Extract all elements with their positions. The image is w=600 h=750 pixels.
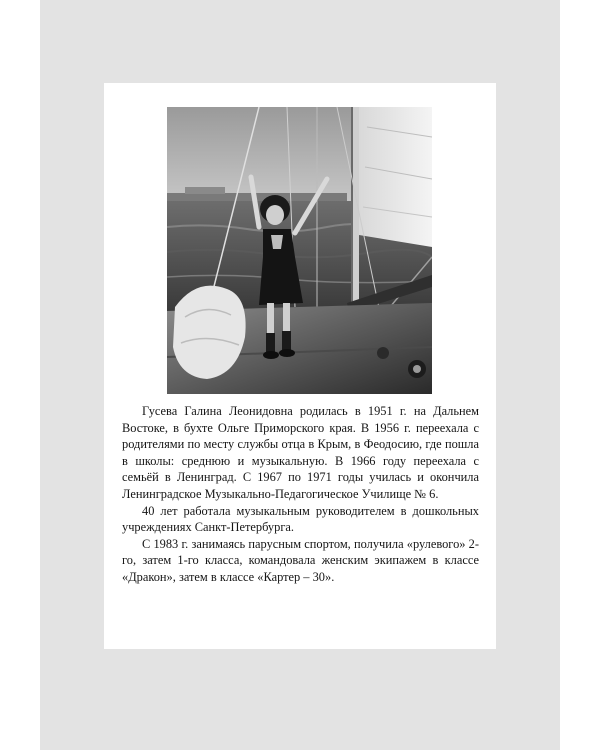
document-page xyxy=(104,83,496,649)
photo-woman-on-sailboat xyxy=(167,107,432,394)
paragraph-sailing: С 1983 г. занимаясь парусным спортом, получила «рулевого» 2-го, затем 1-го класса, командовала женским экипажем в классе «Дракон», затем в классе «Картер – 30». xyxy=(122,536,479,584)
biography-text xyxy=(122,403,479,586)
paragraph-birth-and-education: Гусева Галина Леонидовна родилась в 1951 г. на Дальнем Востоке, в бухте Ольге Приморского края. В 1956 г. переехала с родителями по месту службы отца в Крым, в Феодосию, где пошла в школы: среднюю и музыкальную. В 1966 году переехала с семьёй в Ленинград. С 1967 по 1971 годы училась и окончила Ленинградское Музыкально-Педагогическое Училище № 6. xyxy=(122,404,479,501)
paragraph-work: 40 лет работала музыкальным руководителем в дошкольных учреждениях Санкт-Петербурга. xyxy=(122,503,479,535)
